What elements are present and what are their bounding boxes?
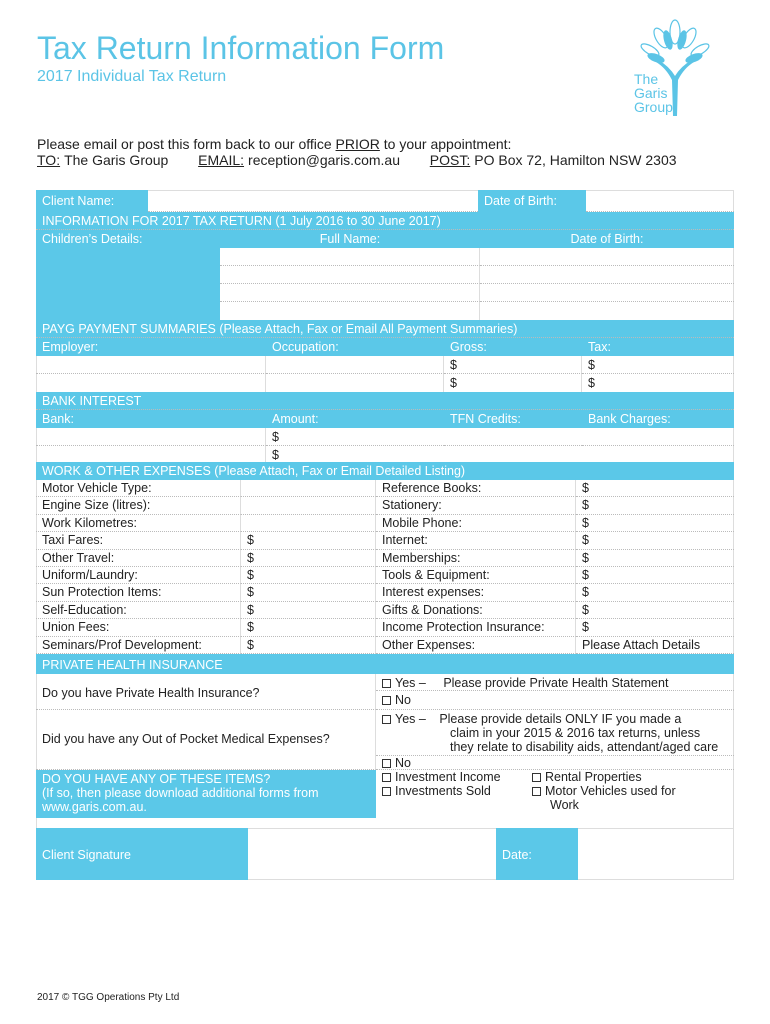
employer-field[interactable] [36, 356, 266, 374]
email-value[interactable]: reception@garis.com.au [248, 152, 400, 168]
child-dob-field[interactable] [480, 248, 734, 266]
charges-field[interactable] [582, 428, 734, 446]
work-expense-value[interactable]: $ [241, 619, 376, 636]
other-expense-value[interactable]: $ [576, 515, 734, 532]
work-expense-label: Sun Protection Items: [36, 584, 241, 601]
yes-label: Yes – [395, 712, 426, 726]
checkbox-icon [382, 787, 391, 796]
work-expense-value[interactable]: $ [241, 637, 376, 654]
items-line: DO YOU HAVE ANY OF THESE ITEMS? [42, 772, 271, 786]
bank-field[interactable] [36, 428, 266, 446]
tax-field[interactable]: $ [588, 376, 595, 390]
occupation-header: Occupation: [266, 338, 444, 356]
work-expense-value[interactable]: $ [241, 584, 376, 601]
to-label: TO: [37, 152, 61, 168]
work-expense-value[interactable]: $ [241, 567, 376, 584]
work-expense-label: Motor Vehicle Type: [36, 480, 241, 497]
footer-copyright: 2017 © TGG Operations Pty Ltd [37, 992, 180, 1003]
other-expense-label: Gifts & Donations: [376, 602, 576, 619]
employer-field[interactable] [36, 374, 266, 392]
intro-text: Please email or post this form back to our office PRIOR to your appointment: [37, 136, 512, 152]
post-label: POST: [429, 152, 471, 168]
client-name-label: Client Name: [36, 190, 148, 212]
client-name-field[interactable] [148, 190, 478, 212]
bank-header: Bank: [36, 410, 266, 428]
contact-line [37, 152, 677, 168]
rental-properties-option[interactable]: Rental Properties [526, 770, 734, 784]
signature-field[interactable] [248, 828, 496, 880]
medical-note-line: Please provide details ONLY IF you made a [439, 712, 682, 726]
other-expense-value[interactable]: $ [576, 532, 734, 549]
payg-title: PAYG PAYMENT SUMMARIES (Please Attach, Fax or Email All Payment Summaries) [36, 320, 734, 338]
work-expense-value[interactable] [241, 480, 376, 497]
items-line: www.garis.com.au. [42, 800, 147, 814]
other-expense-label: Income Protection Insurance: [376, 619, 576, 636]
health-insurance-no[interactable] [376, 691, 734, 710]
child-dob-field[interactable] [480, 266, 734, 284]
gross-header: Gross: [444, 338, 582, 356]
charges-header: Bank Charges: [582, 410, 734, 428]
work-expense-label: Taxi Fares: [36, 532, 241, 549]
info-banner: INFORMATION FOR 2017 TAX RETURN (1 July 2016 to 30 June 2017) [36, 212, 734, 230]
other-expense-value[interactable]: $ [576, 619, 734, 636]
page-title: Tax Return Information Form [37, 30, 445, 66]
child-name-field[interactable] [220, 284, 480, 302]
work-expense-value[interactable]: $ [241, 602, 376, 619]
children-name-header: Full Name: [220, 230, 480, 248]
children-label: Children’s Details: [36, 230, 220, 248]
amount-header: Amount: [266, 410, 444, 428]
tfn-header: TFN Credits: [444, 410, 582, 428]
tfn-field[interactable] [444, 428, 582, 446]
child-name-field[interactable] [220, 302, 480, 320]
work-expense-value[interactable] [241, 497, 376, 514]
logo-wordmark [634, 72, 673, 114]
amount-field[interactable]: $ [272, 448, 279, 462]
children-dob-header: Date of Birth: [480, 230, 734, 248]
occupation-field[interactable] [266, 374, 444, 392]
medical-note-line: claim in your 2015 & 2016 tax returns, unless [450, 726, 701, 740]
signature-date-field[interactable] [578, 828, 734, 880]
work-expense-label: Seminars/Prof Development: [36, 637, 241, 654]
other-expense-label: Mobile Phone: [376, 515, 576, 532]
post-value: PO Box 72, Hamilton NSW 2303 [474, 152, 677, 168]
other-expense-label: Memberships: [376, 550, 576, 567]
dob-field[interactable] [586, 190, 734, 212]
work-expense-value[interactable] [241, 515, 376, 532]
health-insurance-question: Do you have Private Health Insurance? [36, 674, 376, 710]
other-expense-value[interactable]: $ [576, 480, 734, 497]
other-expense-label: Reference Books: [376, 480, 576, 497]
checkbox-icon [382, 773, 391, 782]
child-dob-field[interactable] [480, 284, 734, 302]
items-line: (If so, then please download additional forms from [42, 786, 319, 800]
employer-header: Employer: [36, 338, 266, 356]
child-name-field[interactable] [220, 248, 480, 266]
investment-income-option[interactable]: Investment Income [376, 770, 526, 784]
other-expense-value[interactable]: $ [576, 497, 734, 514]
other-expense-label: Tools & Equipment: [376, 567, 576, 584]
logo-line: Garis [634, 85, 668, 101]
tax-header: Tax: [582, 338, 734, 356]
to-value: The Garis Group [64, 152, 169, 168]
other-expense-label: Internet: [376, 532, 576, 549]
checkbox-icon [382, 679, 391, 688]
checkbox-icon [382, 696, 391, 705]
medical-note-line: they relate to disability aids, attendant/aged care [450, 740, 719, 754]
health-yes-note: Please provide Private Health Statement [443, 676, 669, 690]
work-expense-label: Self-Education: [36, 602, 241, 619]
other-expense-label: Interest expenses: [376, 584, 576, 601]
no-label: No [395, 693, 411, 707]
health-insurance-yes[interactable] [376, 674, 734, 691]
children-side-panel [36, 248, 220, 320]
occupation-field[interactable] [266, 356, 444, 374]
other-expense-value[interactable]: $ [576, 584, 734, 601]
work-expense-label: Engine Size (litres): [36, 497, 241, 514]
yes-label: Yes – [395, 676, 426, 690]
medical-expenses-question: Did you have any Out of Pocket Medical Expenses? [36, 710, 376, 770]
medical-expenses-no[interactable] [376, 756, 734, 770]
work-expense-label: Work Kilometres: [36, 515, 241, 532]
checkbox-icon [382, 759, 391, 768]
work-expense-value[interactable]: $ [241, 550, 376, 567]
gross-field[interactable]: $ [444, 356, 582, 374]
checkbox-icon [532, 787, 541, 796]
health-title: PRIVATE HEALTH INSURANCE [36, 654, 734, 674]
page-subtitle: 2017 Individual Tax Return [37, 68, 227, 85]
motor-vehicles-option[interactable]: Motor Vehicles used for Work [526, 784, 734, 814]
other-expense-value[interactable]: $ [576, 602, 734, 619]
other-expense-value[interactable]: $ [576, 550, 734, 567]
amount-field[interactable]: $ [266, 428, 444, 446]
items-banner [36, 770, 376, 818]
bank-title: BANK INTEREST [36, 392, 734, 410]
email-label: EMAIL: [198, 152, 245, 168]
work-expense-label: Other Travel: [36, 550, 241, 567]
logo-line: The [634, 71, 659, 87]
gross-field[interactable]: $ [444, 374, 582, 392]
logo-line: Group [634, 99, 673, 115]
investments-sold-option[interactable]: Investments Sold [376, 784, 526, 798]
other-expense-value: Please Attach Details [576, 637, 734, 654]
child-dob-field[interactable] [480, 302, 734, 320]
work-expense-label: Union Fees: [36, 619, 241, 636]
child-name-field[interactable] [220, 266, 480, 284]
work-title: WORK & OTHER EXPENSES (Please Attach, Fax or Email Detailed Listing) [36, 462, 734, 480]
checkbox-icon [382, 715, 391, 724]
signature-label: Client Signature [36, 828, 248, 880]
no-label: No [395, 756, 411, 770]
dob-label: Date of Birth: [478, 190, 586, 212]
work-expense-value[interactable]: $ [241, 532, 376, 549]
tax-form [36, 190, 734, 880]
work-expense-label: Uniform/Laundry: [36, 567, 241, 584]
other-expense-value[interactable]: $ [576, 567, 734, 584]
checkbox-icon [532, 773, 541, 782]
other-expense-label: Stationery: [376, 497, 576, 514]
tax-field[interactable]: $ [582, 356, 734, 374]
medical-expenses-yes[interactable] [376, 710, 734, 756]
signature-date-label: Date: [496, 828, 578, 880]
other-expense-label: Other Expenses: [376, 637, 576, 654]
